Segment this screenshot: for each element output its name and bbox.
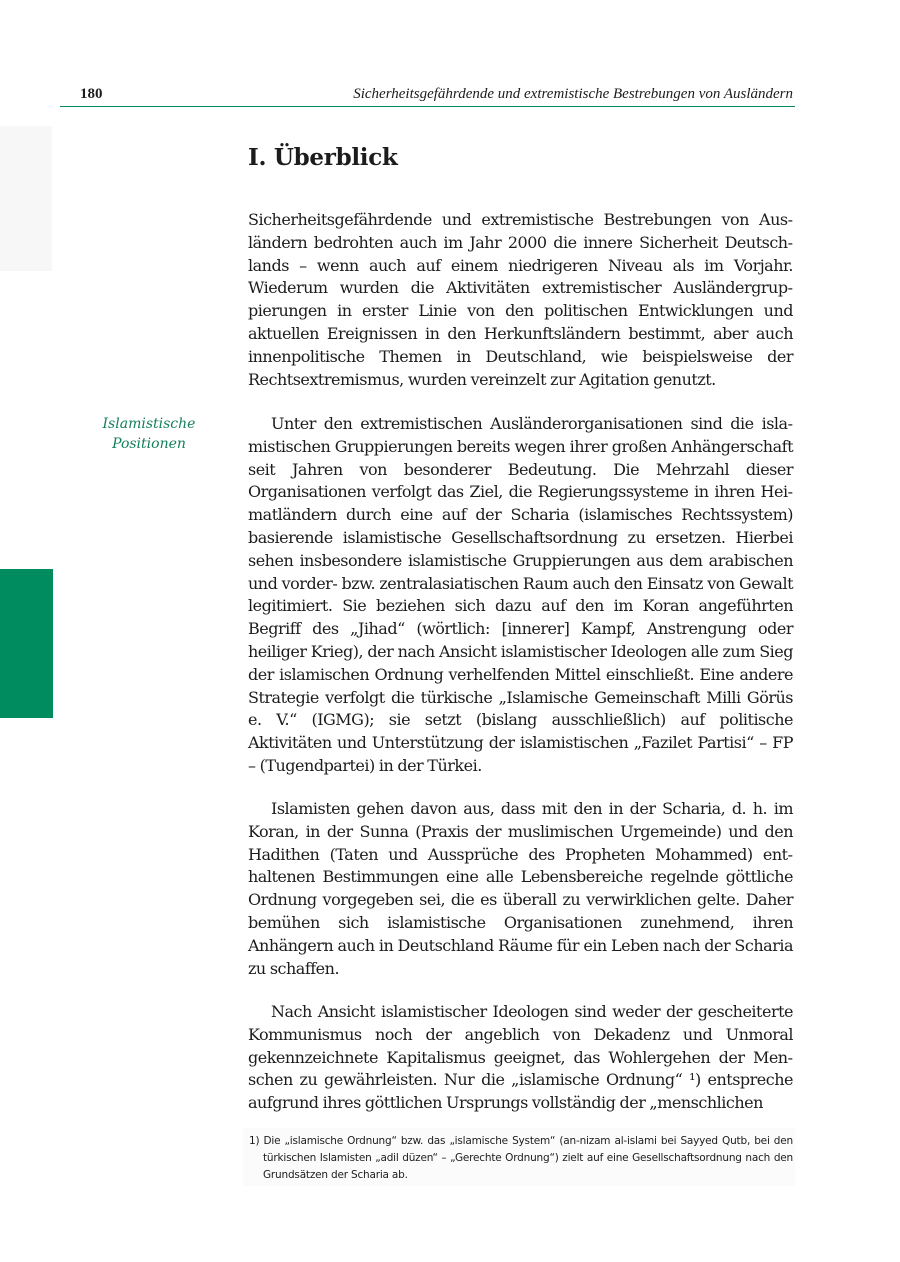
footnote: 1) Die „islamische Ordnung“ bzw. das „islamische System“ (an-nizam al-islami bei Sayyed Qutb, bei den türkischen Islamisten „adil düzen“ – „Gerechte Ordnung“) zielt auf eine Gesellschaftsordnung nach den Grundsätzen der Scharia ab. bbox=[249, 1135, 793, 1181]
body-paragraph-1: Sicherheitsgefährdende und extremistische Bestrebungen von Ausländern bedrohten auch im Jahr 2000 die innere Sicherheit Deutschlands – wenn auch auf einem niedrigeren Niveau als im Vorjahr. Wiederum wurden die Aktivitäten extremistischer Ausländergruppierungen in erster Linie von den politischen Entwicklungen und aktuellen Ereignissen in den Herkunftsländern bestimmt, aber auch innenpolitische Themen in Deutschland, wie beispielsweise der Rechtsextremismus, wurden vereinzelt zur Agitation genutzt. bbox=[248, 210, 793, 389]
body-paragraph-2: Unter den extremistischen Ausländerorganisationen sind die islamistischen Gruppierungen bereits wegen ihrer großen Anhängerschaft seit Jahren von besonderer Bedeutung. Die Mehrzahl dieser Organisationen verfolgt das Ziel, die Regierungssysteme in ihren Heimatländern durch eine auf der Scharia (islamisches Rechtssystem) basierende islamistische Gesellschaftsordnung zu ersetzen. Hierbei sehen insbesondere islamistische Gruppierungen aus dem arabischen und vorder- bzw. zentralasiatischen Raum auch den Einsatz von Gewalt legitimiert. Sie beziehen sich dazu auf den im Koran angeführten Begriff des „Jihad“ (wörtlich: [innerer] Kampf, Anstrengung oder heiliger Krieg), der nach Ansicht islamistischer Ideologen alle zum Sieg der islamischen Ordnung verhelfenden Mittel einschließt. Eine andere Strategie verfolgt die türkische „Islamische Gemeinschaft Milli Görüs e. V.“ (IGMG); sie setzt (bislang ausschließlich) auf politische Aktivitäten und Unterstützung der islamistischen „Fazilet Partisi“ – FP – (Tugendpartei) in der Türkei. bbox=[248, 414, 793, 775]
section-title: I. Überblick bbox=[248, 144, 398, 171]
margin-note-line-1: Islamistische bbox=[102, 416, 196, 432]
running-header bbox=[60, 84, 795, 107]
side-shade-band bbox=[0, 126, 52, 271]
body-paragraph-4: Nach Ansicht islamistischer Ideologen sind weder der gescheiterte Kommunismus noch der angeblich von Dekadenz und Unmoral gekennzeichnete Kapitalismus geeignet, das Wohlergehen der Menschen zu gewährleisten. Nur die „islamische Ordnung“ ¹) entspreche aufgrund ihres göttlichen Ursprungs vollständig der „menschlichen bbox=[248, 1002, 793, 1113]
body-paragraph-3: Islamisten gehen davon aus, dass mit den in der Scharia, d. h. im Koran, in der Sunna (Praxis der muslimischen Urgemeinde) und den Hadithen (Taten und Aussprüche des Propheten Mohammed) enthaltenen Bestimmungen eine alle Lebensbereiche regelnde göttliche Ordnung vorgegeben sei, die es überall zu verwirklichen gelte. Daher bemühen sich islamistische Organisationen zunehmend, ihren Anhängern auch in Deutschland Räume für ein Leben nach der Scharia zu schaffen. bbox=[248, 799, 793, 978]
chapter-marker-tab bbox=[0, 569, 53, 718]
page-number: 180 bbox=[80, 86, 103, 102]
running-title: Sicherheitsgefährdende und extremistische Bestrebungen von Ausländern bbox=[353, 86, 793, 102]
margin-note-line-2: Positionen bbox=[112, 436, 186, 452]
margin-note bbox=[92, 414, 206, 454]
